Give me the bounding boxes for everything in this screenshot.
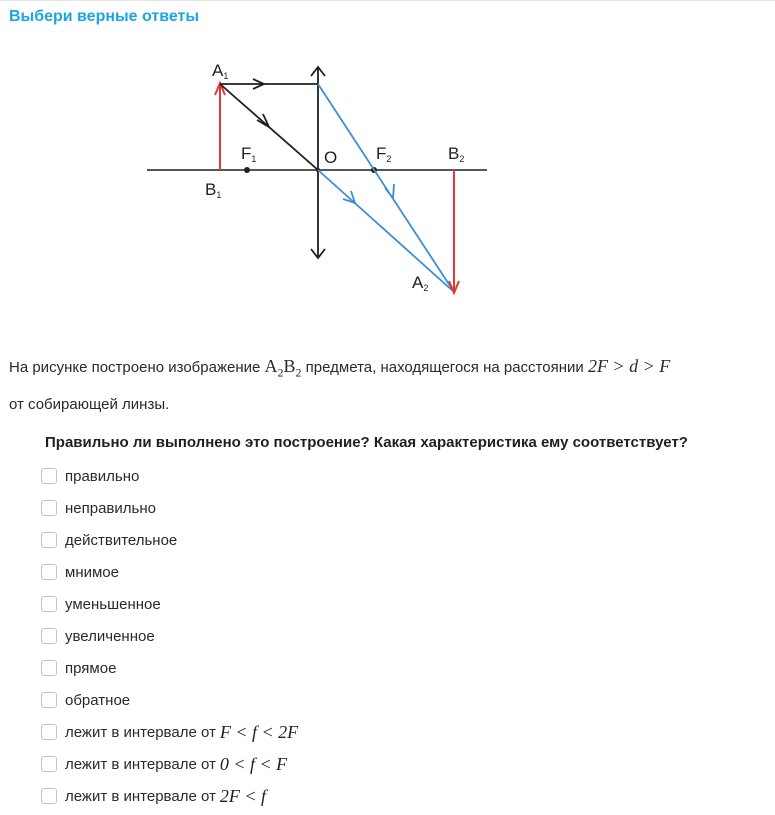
option-magnified[interactable]: увеличенное [41, 620, 298, 652]
image-arrow [449, 170, 459, 293]
option-interval-beyond-2f[interactable]: лежит в интервале от 2F < f [41, 780, 298, 812]
option-interval-0-f[interactable]: лежит в интервале от 0 < f < F [41, 748, 298, 780]
option-interval-f-2f[interactable]: лежит в интервале от F < f < 2F [41, 716, 298, 748]
label-b2: B2 [448, 144, 465, 164]
image-notation: $A_2B_2$ [264, 356, 302, 380]
checkbox[interactable] [41, 628, 57, 644]
problem-statement: На рисунке построено изображение $A_2B_2$ предмета, находящегося на расстоянии 2F > d > F от собирающей линзы. [9, 356, 671, 413]
checkbox[interactable] [41, 500, 57, 516]
lens-diagram [140, 55, 500, 305]
label-f1: F1 [241, 144, 257, 164]
converging-lens [311, 67, 325, 258]
top-divider [0, 0, 775, 1]
checkbox[interactable] [41, 532, 57, 548]
ray-through-center [220, 84, 318, 170]
checkbox[interactable] [41, 660, 57, 676]
label-a2: A2 [412, 273, 429, 293]
option-incorrect[interactable]: неправильно [41, 492, 298, 524]
label-b1: B1 [205, 180, 222, 200]
object-arrow [215, 83, 225, 170]
option-real[interactable]: действительное [41, 524, 298, 556]
task-heading: Выбери верные ответы [9, 8, 200, 25]
option-inverted[interactable]: обратное [41, 684, 298, 716]
checkbox[interactable] [41, 756, 57, 772]
label-f2: F2 [376, 144, 392, 164]
checkbox[interactable] [41, 788, 57, 804]
distance-condition: 2F > d > F [587, 356, 671, 376]
checkbox[interactable] [41, 692, 57, 708]
option-correct[interactable]: правильно [41, 460, 298, 492]
label-o: O [324, 148, 338, 167]
checkbox[interactable] [41, 468, 57, 484]
option-reduced[interactable]: уменьшенное [41, 588, 298, 620]
option-virtual[interactable]: мнимое [41, 556, 298, 588]
checkbox[interactable] [41, 724, 57, 740]
checkbox[interactable] [41, 596, 57, 612]
option-upright[interactable]: прямое [41, 652, 298, 684]
checkbox[interactable] [41, 564, 57, 580]
answer-options [41, 460, 298, 812]
focus-point-f1 [244, 167, 250, 173]
question-text: Правильно ли выполнено это построение? Какая характеристика ему соответствует? [45, 434, 688, 451]
label-a1: A1 [212, 61, 229, 81]
ray-parallel [220, 79, 318, 89]
